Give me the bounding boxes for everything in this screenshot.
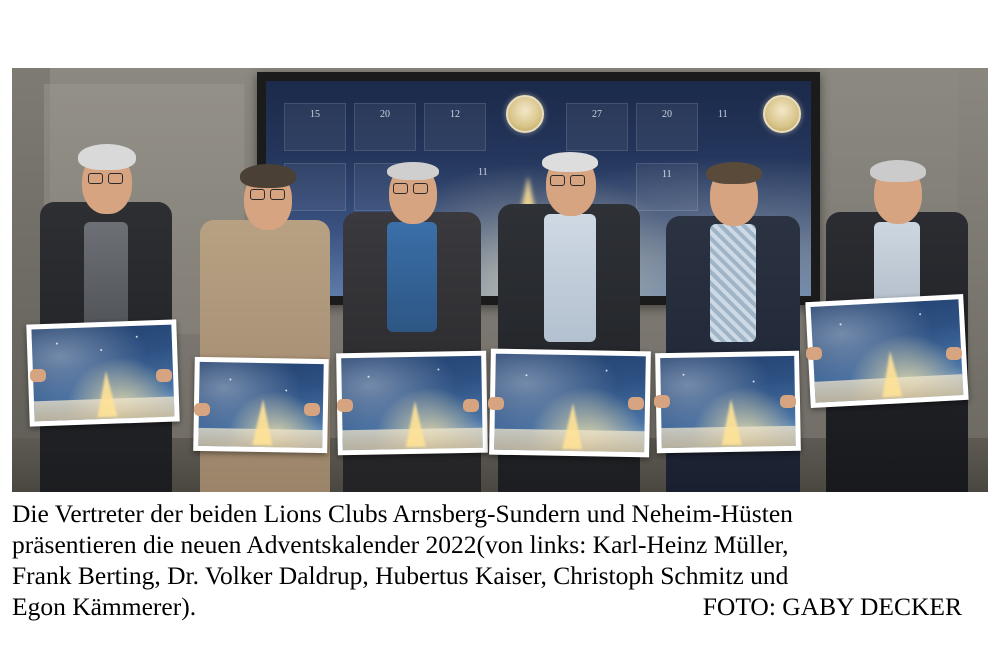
hair	[78, 144, 136, 170]
hair	[240, 164, 296, 188]
caption-line-1: Die Vertreter der beiden Lions Clubs Arnsberg-Sundern und Neheim-Hüsten	[12, 499, 793, 528]
person-egon-kaemmerer	[812, 136, 982, 492]
calendar-christmas-tree	[253, 399, 274, 445]
person-christoph-schmitz	[660, 140, 810, 492]
calendar-artwork	[811, 299, 964, 403]
calendar-artwork	[494, 354, 646, 453]
calendar-artwork	[660, 356, 796, 448]
hair	[706, 162, 762, 184]
glasses	[250, 189, 265, 200]
person-karl-heinz-mueller	[32, 132, 182, 492]
hair	[542, 152, 598, 172]
hand	[337, 399, 353, 412]
hand	[304, 403, 320, 416]
poster-door-number: 11	[662, 169, 672, 180]
hand	[488, 397, 504, 410]
poster-door-number: 20	[380, 109, 390, 120]
glasses	[270, 189, 285, 200]
news-photo	[12, 68, 988, 492]
photo-scene	[12, 68, 988, 492]
hand	[194, 403, 210, 416]
poster-door-number: 11	[478, 167, 488, 178]
hand	[156, 369, 172, 382]
photo-credit: FOTO: GABY DECKER	[702, 592, 962, 622]
glasses	[393, 183, 408, 194]
calendar-christmas-tree	[880, 350, 902, 397]
caption-line-4: Egon Kämmerer).	[12, 592, 197, 622]
calendar-christmas-tree	[721, 399, 742, 445]
calendar-christmas-tree	[96, 371, 118, 418]
caption-line-4-with-credit	[12, 591, 962, 622]
hand	[806, 347, 822, 360]
lions-club-emblem	[763, 95, 801, 133]
hand	[628, 397, 644, 410]
patterned-shirt	[710, 224, 756, 342]
hand	[654, 395, 670, 408]
calendar-christmas-tree	[405, 401, 426, 447]
hand	[946, 347, 962, 360]
person-hubertus-kaiser	[492, 128, 652, 492]
poster-door-number: 20	[662, 109, 672, 120]
calendar-christmas-tree	[562, 403, 583, 449]
held-calendar	[655, 351, 801, 453]
hair	[387, 162, 439, 180]
glasses	[413, 183, 428, 194]
glasses	[88, 173, 103, 184]
calendar-artwork	[31, 325, 174, 422]
caption-line-3: Frank Berting, Dr. Volker Daldrup, Hubertus Kaiser, Christoph Schmitz und	[12, 561, 789, 591]
glasses	[108, 173, 123, 184]
hand	[463, 399, 479, 412]
held-calendar	[805, 294, 968, 408]
photo-caption	[12, 498, 974, 622]
caption-line-2: präsentieren die neuen Adventskalender 2022(von links: Karl-Heinz Müller,	[12, 530, 789, 560]
glasses	[570, 175, 585, 186]
person-volker-daldrup	[337, 134, 492, 492]
hand	[780, 395, 796, 408]
poster-door-number: 12	[450, 109, 460, 120]
poster-door-number: 27	[592, 109, 602, 120]
calendar-artwork	[341, 356, 483, 450]
glasses	[550, 175, 565, 186]
poster-door-number: 11	[718, 109, 728, 120]
poster-door-number: 15	[310, 109, 320, 120]
held-calendar	[489, 349, 651, 458]
inner-shirt	[387, 222, 437, 332]
person-frank-berting	[192, 142, 342, 492]
hair	[870, 160, 926, 182]
inner-shirt	[544, 214, 596, 342]
hand	[30, 369, 46, 382]
